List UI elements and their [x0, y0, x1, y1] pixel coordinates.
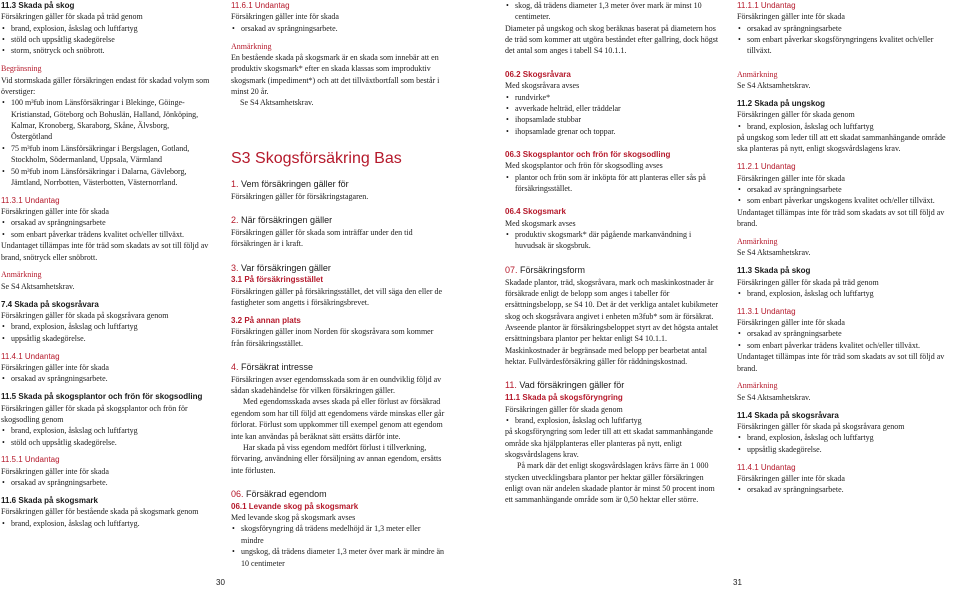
list-item: • orsakad av sprängningsarbete.: [1, 477, 211, 488]
list-item: • ihopsamlade grenar och toppar.: [505, 126, 723, 137]
list-item: • orsakad av sprängningsarbete.: [737, 484, 953, 495]
list-item: • som enbart påverkar skogsföryngringens kvalitet och/eller tillväxt.: [737, 34, 953, 57]
paragraph: Försäkringen gäller för försäkringstagaren.: [231, 191, 369, 201]
note-label: Anmärkning: [1, 270, 42, 280]
list-item: • stöld och uppsåtlig skadegörelse.: [1, 437, 211, 448]
paragraph: Se S4 Aktsamhetskrav.: [737, 81, 811, 91]
bullet-list: [737, 484, 953, 495]
bullet-list: [1, 23, 211, 57]
list-item: • brand, explosion, åskslag och luftfartyg: [737, 432, 953, 443]
bullet-list: [737, 288, 953, 299]
paragraph: En bestående skada på skogsmark är en skada som innebär att en produktiv skogsmark* efter en skada klassas som improduktiv skogsmark (impediment*) och att det tillväxtbortfall som består i minst 20 år.: [231, 52, 440, 97]
paragraph: Försäkringen gäller inte för skada: [1, 362, 109, 372]
bullet-list: [505, 229, 723, 252]
bullet-list: [1, 373, 211, 384]
paragraph: Försäkringen gäller inte för skada: [737, 12, 845, 22]
bullet-list: [737, 328, 953, 351]
list-item: • 50 m³fub inom Länsförsäkringar i Dalarna, Gävleborg, Jämtland, Norrbotten, Västerbotten, Västernorrland.: [1, 166, 211, 189]
heading-11-5: 11.5 Skada på skogsplantor och frön för skogsodling: [1, 392, 203, 402]
note-label: Anmärkning: [737, 236, 778, 246]
paragraph: Undantaget tillämpas inte för träd som skadats av sot till följd av brand.: [737, 352, 945, 373]
note-label: Anmärkning: [231, 41, 272, 51]
list-item: • 75 m³fub inom Länsförsäkringar i Bergslagen, Gotland, Stockholm, Södermanland, Uppsala, Värmland: [1, 143, 211, 166]
paragraph: Försäkringen gäller inte för skada: [737, 173, 845, 183]
paragraph: Med skogsråvara avses: [505, 81, 580, 91]
paragraph: Försäkringen gäller för skada på skogsråvara genom: [737, 422, 905, 431]
paragraph: på ungskog som leder till att ett skadat sammanhängande område ska planteras på nytt, enligt skogsvårdslagens krav.: [737, 133, 946, 154]
column-4: [737, 0, 953, 496]
list-item: • ihopsamlade stubbar: [505, 114, 723, 125]
bullet-list: [737, 432, 953, 455]
paragraph: Försäkringen gäller för skada på skogsråvara genom: [1, 310, 169, 320]
list-item: • brand, explosion, åskslag och luftfartyg: [505, 415, 723, 426]
paragraph: Skadade plantor, träd, skogsråvara, mark och maskinkostnader är försäkrade enligt de belopp som anges i tabeller för ersättningsbelopp, se S4 10. Det är det verkliga antalet kubikmeter skog och skogsråvara angivet i enheten m3fub* som är försäkrat. Avseende plantor är försäkringsbeloppet styrt av det högsta antalet ersättningsbara plantor per hektar enligt S4 10.1.1. Maskinkostnader är begränsade med belopp per bearbetat antal hektar. Fullvärdesförsäkring gäller för räddningskostnad.: [505, 277, 719, 367]
heading-06-2: 06.2 Skogsråvara: [505, 69, 571, 79]
page-number-right: 31: [733, 577, 742, 587]
column-2: [231, 0, 445, 569]
list-item: • brand, explosion, åskslag och luftfartyg: [1, 425, 211, 436]
heading-3: 3. Var försäkringen gäller: [231, 262, 331, 273]
bullet-list: [1, 477, 211, 488]
bullet-list: [505, 172, 723, 195]
bullet-list: [231, 23, 445, 34]
bullet-list: [737, 184, 953, 207]
heading-3-1: 3.1 På försäkringsstället: [231, 275, 324, 285]
heading-11-4-1: 11.4.1 Undantag: [1, 351, 60, 361]
heading-7-4: 7.4 Skada på skogsråvara: [1, 299, 99, 309]
list-item: • stöld och uppsåtlig skadegörelse: [1, 34, 211, 45]
heading-11-3-1: 11.3.1 Undantag: [737, 306, 796, 316]
paragraph: Försäkringen gäller inte för skada: [1, 466, 109, 476]
paragraph: Försäkringen gäller för skada genom: [505, 404, 623, 414]
paragraph: Försäkringen gäller för skada genom: [737, 110, 855, 120]
bullet-list: [231, 523, 445, 568]
heading-11-1: 11.1 Skada på skogsföryngring: [505, 393, 623, 403]
paragraph: Vid stormskada gäller försäkringen endast för skadad volym som överstiger:: [1, 75, 210, 97]
paragraph: Försäkringen gäller för skada på träd genom: [737, 277, 879, 287]
bullet-list: [1, 321, 211, 344]
heading-1: 1. Vem försäkringen gäller för: [231, 178, 349, 189]
list-item: • rundvirke*: [505, 92, 723, 103]
paragraph: Försäkringen gäller för bestående skada på skogsmark genom: [1, 507, 199, 517]
bullet-list: [1, 518, 211, 529]
restriction-label: Begränsning: [1, 64, 42, 74]
list-item: • produktiv skogsmark* där pågående markanvändning i huvudsak är skogsbruk.: [505, 229, 723, 252]
paragraph: Försäkringen gäller inte för skada: [1, 207, 109, 217]
paragraph: på skogsföryngring som leder till att ett skadat sammanhängande område ska hjälpplanteras eller planteras på nytt, enligt skogsvårdslagens krav.: [505, 427, 713, 460]
paragraph: Med egendomsskada avses skada på eller förlust av försäkrad egendom som har till följd att egendomens värde minskas eller går förlorat. Förlust som uppkommer till exempel genom att egendom inte kan användas på beräknat sätt ersätts därför inte.: [231, 397, 445, 441]
bullet-list: [505, 415, 723, 426]
note-label: Anmärkning: [737, 381, 778, 391]
paragraph: Försäkringen gäller inom Norden för skogsråvara som kommer från försäkringsstället.: [231, 327, 434, 348]
paragraph: Försäkringen gäller för skada på träd genom: [1, 12, 143, 22]
list-item: • skogsföryngring då trädens medelhöjd är 1,3 meter eller mindre: [231, 523, 445, 546]
heading-11-4: 11.4 Skada på skogsråvara: [737, 410, 839, 420]
heading-06: 06. Försäkrad egendom: [231, 488, 327, 499]
heading-11-3: 11.3 Skada på skog: [1, 1, 75, 10]
paragraph: Försäkringen gäller på försäkringsstället, det vill säga den eller de fastigheter som angetts i försäkringsbrevet.: [231, 286, 443, 308]
list-item: • plantor och frön som är inköpta för att planteras eller sås på försäkringsstället.: [505, 172, 723, 195]
paragraph: Försäkringen gäller för skada på skogsplantor och frön för skogsodling genom: [1, 403, 188, 424]
list-item: • orsakad av sprängningsarbete: [1, 217, 211, 228]
list-item: • orsakad av sprängningsarbete: [737, 184, 953, 195]
list-item: • skog, då trädens diameter 1,3 meter över mark är minst 10 centimeter.: [505, 0, 723, 23]
heading-11: 11. Vad försäkringen gäller för: [505, 380, 625, 391]
list-item: • brand, explosion, åskslag och luftfartyg.: [1, 518, 211, 529]
section-title-s3: S3 Skogsförsäkring Bas: [231, 149, 402, 167]
paragraph: Se S4 Aktsamhetskrav.: [737, 392, 811, 402]
bullet-list: [505, 0, 723, 23]
column-3: [505, 0, 723, 506]
heading-11-6-1: 11.6.1 Undantag: [231, 1, 290, 10]
page-number-left: 30: [216, 577, 225, 587]
list-item: • avverkade helträd, eller träddelar: [505, 103, 723, 114]
heading-11-3-1: 11.3.1 Undantag: [1, 195, 60, 205]
list-item: • orsakad av sprängningsarbete.: [231, 23, 445, 34]
paragraph: Diameter på ungskog och skog beräknas baserat på diametern hos de träd som kommer att utgöra beståndet efter gallring, dock högst det antal som anges i tabell S4 10.1.1.: [505, 23, 719, 56]
list-item: • 100 m³fub inom Länsförsäkringar i Blekinge, Göinge-Kristianstad, Göteborg och Bohuslän, Halland, Jönköping, Kalmar, Kronoberg, Skaraborg, Skåne, Älvsborg, Östergötland: [1, 97, 211, 142]
paragraph: Försäkringen gäller inte för skada: [737, 473, 845, 483]
bullet-list: [1, 97, 211, 188]
list-item: • som enbart påverkar trädens kvalitet och/eller tillväxt.: [1, 229, 211, 240]
heading-11-2-1: 11.2.1 Undantag: [737, 162, 796, 172]
paragraph: Har skada på viss egendom medfört förlust i tillverkning, förvaring, användning eller försäljning av annan egendom, ersätts inte förlusten.: [231, 442, 442, 475]
paragraph: Försäkringen gäller inte för skada: [231, 12, 339, 22]
heading-07: 07. Försäkringsform: [505, 264, 586, 275]
paragraph: Försäkringen avser egendomsskada som är en oundviklig följd av sådan skadehändelse för vilken försäkringen gäller.: [231, 374, 442, 396]
list-item: • orsakad av sprängningsarbete.: [1, 373, 211, 384]
paragraph: På mark där det enligt skogsvårdslagen krävs färre än 1 000 stycken utvecklingsbara plantor per hektar gäller försäkringen enligt ovan när andelen skadade plantor är minst 50 procent inom ett sammanhängande område som är 0,50 hektar eller större.: [505, 461, 715, 505]
paragraph: Undantaget tillämpas inte för träd som skadats av sot till följd av brand.: [737, 207, 945, 229]
paragraph: Med skogsplantor och frön för skogsodling avses: [505, 161, 663, 171]
heading-11-3: 11.3 Skada på skog: [737, 266, 811, 276]
paragraph: Undantaget tillämpas inte för träd som skadats av sot till följd av brand, snötryck eller snöbrott.: [1, 241, 209, 262]
paragraph: Med skogsmark avses: [505, 218, 576, 228]
heading-2: 2. När försäkringen gäller: [231, 215, 333, 226]
heading-11-4-1: 11.4.1 Undantag: [737, 462, 796, 472]
heading-4: 4. Försäkrat intresse: [231, 361, 314, 372]
list-item: • brand, explosion, åskslag och luftfartyg: [737, 121, 953, 132]
paragraph: Se S4 Aktsamhetskrav.: [1, 281, 75, 291]
list-item: • orsakad av sprängningsarbete: [737, 23, 953, 34]
heading-3-2: 3.2 På annan plats: [231, 315, 301, 325]
bullet-list: [1, 425, 211, 448]
paragraph: Med levande skog på skogsmark avses: [231, 513, 356, 523]
heading-06-1: 06.1 Levande skog på skogsmark: [231, 501, 359, 511]
paragraph: Försäkringen gäller inte för skada: [737, 318, 845, 328]
list-item: • som enbart påverkar ungskogens kvalitet och/eller tillväxt.: [737, 195, 953, 206]
heading-11-1-1: 11.1.1 Undantag: [737, 1, 796, 10]
list-item: • uppsåtlig skadegörelse.: [737, 444, 953, 455]
bullet-list: [1, 217, 211, 240]
list-item: • ungskog, då trädens diameter 1,3 meter över mark är mindre än 10 centimeter: [231, 546, 445, 569]
heading-06-4: 06.4 Skogsmark: [505, 207, 566, 217]
list-item: • som enbart påverkar trädens kvalitet och/eller tillväxt.: [737, 340, 953, 351]
bullet-list: [505, 92, 723, 137]
note-label: Anmärkning: [737, 69, 778, 79]
heading-11-2: 11.2 Skada på ungskog: [737, 99, 826, 109]
heading-06-3: 06.3 Skogsplantor och frön för skogsodling: [505, 149, 671, 159]
list-item: • brand, explosion, åskslag och luftfartyg: [1, 321, 211, 332]
paragraph: Försäkringen gäller för skada som inträffar under den tid försäkringen är i kraft.: [231, 227, 413, 249]
heading-11-6: 11.6 Skada på skogsmark: [1, 496, 98, 506]
list-item: • brand, explosion, åskslag och luftfartyg: [1, 23, 211, 34]
heading-11-5-1: 11.5.1 Undantag: [1, 455, 60, 465]
paragraph: Se S4 Aktsamhetskrav.: [737, 248, 811, 258]
list-item: • brand, explosion, åskslag och luftfartyg: [737, 288, 953, 299]
list-item: • orsakad av sprängningsarbete: [737, 328, 953, 339]
bullet-list: [737, 23, 953, 57]
bullet-list: [737, 121, 953, 132]
column-1: [1, 0, 211, 529]
list-item: • storm, snötryck och snöbrott.: [1, 45, 211, 56]
list-item: • uppsåtlig skadegörelse.: [1, 333, 211, 344]
paragraph: Se S4 Aktsamhetskrav.: [240, 98, 314, 108]
